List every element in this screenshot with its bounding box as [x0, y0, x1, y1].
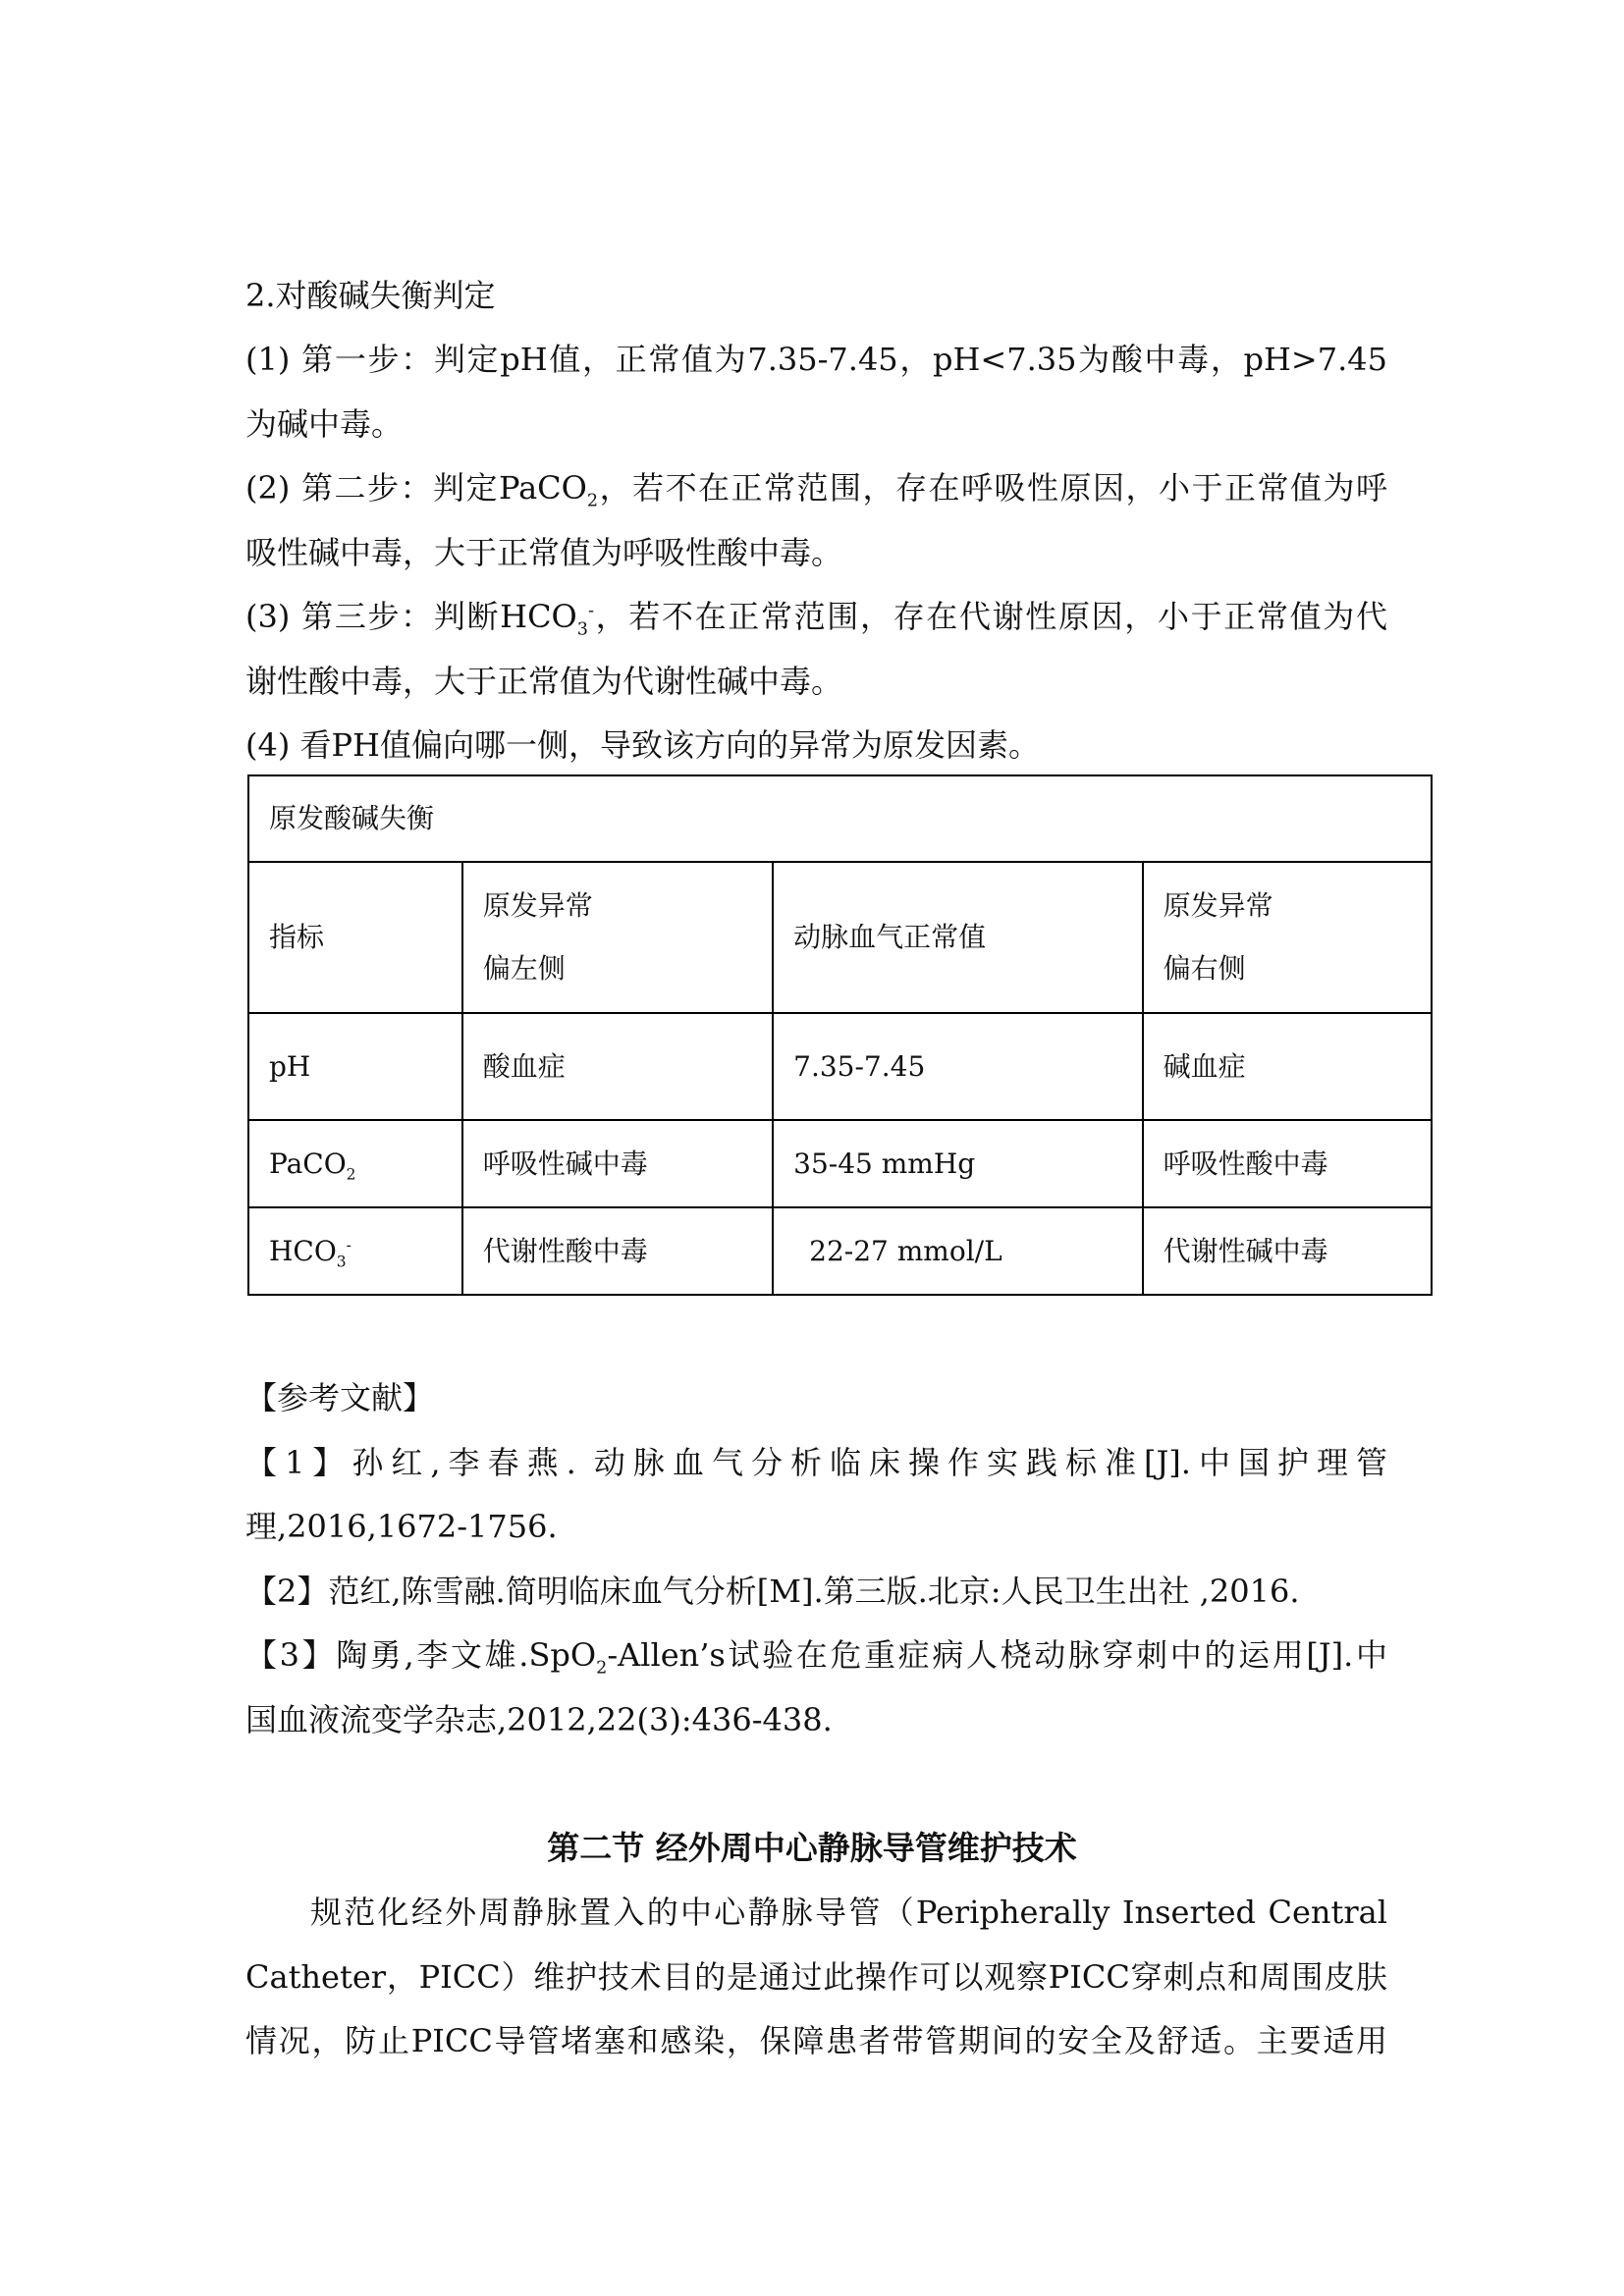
row-hco3-normal: 22-27 mmol/L	[773, 1207, 1142, 1295]
reference-1-line-2: 理,2016,1672-1756.	[245, 1508, 558, 1545]
step-2-line-2: 吸性碱中毒，大于正常值为呼吸性酸中毒。	[245, 534, 843, 571]
header-left-line-2: 偏左侧	[482, 952, 566, 985]
references-heading: 【参考文献】	[245, 1379, 435, 1416]
section-2-para-line-2: Catheter，PICC）维护技术目的是通过此操作可以观察PICC穿刺点和周围皮肤	[245, 1958, 1387, 1996]
reference-3-text-a: 【3】陶勇,李文雄.SpO	[245, 1636, 597, 1674]
reference-2: 【2】范红,陈雪融.简明临床血气分析[M].第三版.北京:人民卫生出社 ,2016.	[245, 1573, 1300, 1610]
header-normal: 动脉血气正常值	[773, 862, 1142, 1013]
row-paco2-indicator	[248, 1120, 462, 1207]
reference-3-subscript: 2	[596, 1658, 608, 1679]
step-2-line-1	[245, 468, 1387, 511]
table-row	[248, 1120, 1432, 1207]
step-3-subscript: 3	[576, 619, 588, 640]
table-header-row	[248, 862, 1432, 1013]
step-2-text-a: (2) 第二步：判定PaCO	[245, 469, 587, 507]
header-indicator: 指标	[248, 862, 462, 1013]
paco2-main: PaCO	[269, 1147, 347, 1180]
acid-base-table	[247, 774, 1433, 1296]
header-left-line-1: 原发异常	[482, 889, 593, 922]
reference-1-line-1: 【1】孙红,李春燕. 动脉血气分析临床操作实践标准[J].中国护理管	[245, 1444, 1387, 1481]
row-ph-left: 酸血症	[462, 1013, 773, 1120]
step-2-text-b: ，若不在正常范围，存在呼吸性原因，小于正常值为呼	[598, 469, 1387, 507]
section-2-para-line-3: 情况，防止PICC导管堵塞和感染，保障患者带管期间的安全及舒适。主要适用	[245, 2022, 1387, 2059]
reference-3-line-1	[245, 1635, 1387, 1679]
step-4-line: (4) 看PH值偏向哪一侧，导致该方向的异常为原发因素。	[245, 726, 1040, 764]
row-hco3-right: 代谢性碱中毒	[1143, 1207, 1432, 1295]
step-1-line-1: (1) 第一步：判定pH值，正常值为7.35-7.45，pH<7.35为酸中毒，pH>7.45	[245, 341, 1387, 378]
step-3-line-2: 谢性酸中毒，大于正常值为代谢性碱中毒。	[245, 663, 843, 700]
header-right-line-1: 原发异常	[1163, 889, 1273, 922]
step-2-subscript: 2	[586, 491, 599, 511]
table-row	[248, 1013, 1432, 1120]
step-1-line-2: 为碱中毒。	[245, 405, 404, 443]
reference-3-line-2: 国血液流变学杂志,2012,22(3):436-438.	[245, 1701, 833, 1738]
hco3-subscript: 3	[336, 1253, 347, 1271]
header-right-line-2: 偏右侧	[1163, 952, 1246, 985]
row-paco2-left: 呼吸性碱中毒	[462, 1120, 773, 1207]
table-title: 原发酸碱失衡	[248, 775, 1432, 862]
section-2-title: 第二节 经外周中心静脉导管维护技术	[547, 1829, 1077, 1867]
row-hco3-left: 代谢性酸中毒	[462, 1207, 773, 1295]
step-3-text-b: ，若不在正常范围，存在代谢性原因，小于正常值为代	[593, 598, 1387, 635]
section-2-para-line-1: 规范化经外周静脉置入的中心静脉导管（Peripherally Inserted Central	[310, 1894, 1387, 1931]
row-paco2-right: 呼吸性酸中毒	[1143, 1120, 1432, 1207]
row-ph-normal: 7.35-7.45	[773, 1013, 1142, 1120]
table-title-row	[248, 775, 1432, 862]
paco2-subscript: 2	[346, 1165, 356, 1184]
row-paco2-normal: 35-45 mmHg	[773, 1120, 1142, 1207]
hco3-superscript: -	[346, 1236, 352, 1255]
table-row	[248, 1207, 1432, 1295]
section-heading: 2.对酸碱失衡判定	[245, 277, 496, 314]
header-right	[1143, 862, 1432, 1013]
hco3-main: HCO	[269, 1234, 337, 1267]
step-3-text-a: (3) 第三步：判断HCO	[245, 598, 577, 635]
header-left	[462, 862, 773, 1013]
row-ph-right: 碱血症	[1143, 1013, 1432, 1120]
step-3-superscript: -	[588, 601, 594, 621]
row-ph-indicator: pH	[248, 1013, 462, 1120]
row-hco3-indicator	[248, 1207, 462, 1295]
step-3-line-1	[245, 597, 1387, 640]
reference-3-text-b: -Allen’s试验在危重症病人桡动脉穿刺中的运用[J].中	[607, 1636, 1387, 1674]
